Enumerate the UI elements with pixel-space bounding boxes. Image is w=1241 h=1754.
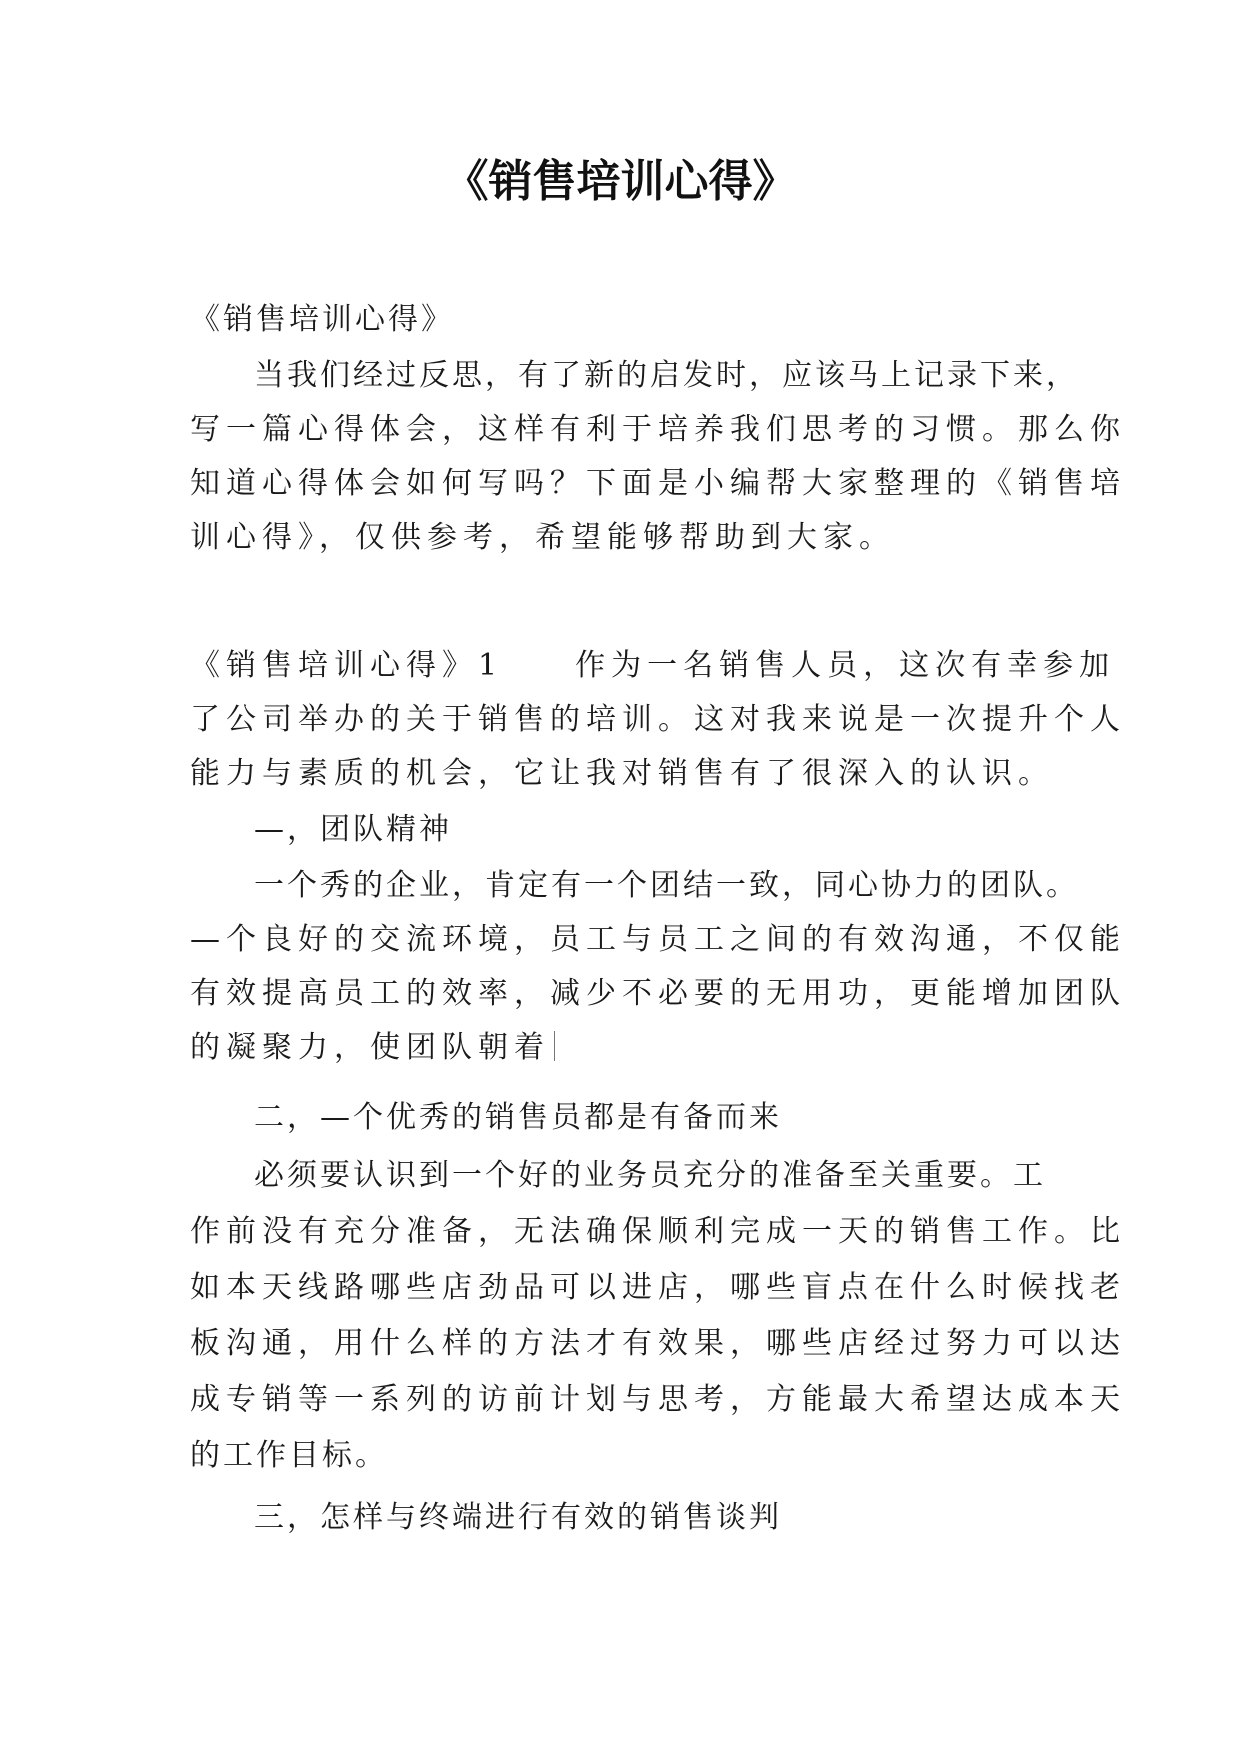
heading-preparation: 二，—个优秀的销售员都是有备而来 [254, 1100, 782, 1135]
subtitle-line: 《销售培训心得》 [190, 302, 454, 337]
prep-line-6: 的工作目标。 [190, 1438, 388, 1473]
text-cursor [554, 1031, 555, 1061]
section1-line-1: 《销售培训心得》1 作为一名销售人员，这次有幸参加 [190, 648, 1116, 683]
prep-line-3: 如本天线路哪些店劲品可以进店，哪些盲点在什么时候找老 [190, 1270, 1126, 1305]
intro-line-1: 当我们经过反思，有了新的启发时，应该马上记录下来， [254, 358, 1079, 393]
intro-line-4: 训心得》，仅供参考，希望能够帮助到大家。 [190, 520, 895, 555]
section1-line-2: 了公司举办的关于销售的培训。这对我来说是一次提升个人 [190, 702, 1126, 737]
prep-line-4: 板沟通，用什么样的方法才有效果，哪些店经过努力可以达 [190, 1326, 1126, 1361]
heading-negotiation: 三，怎样与终端进行有效的销售谈判 [254, 1500, 782, 1535]
team-line-2: —个良好的交流环境，员工与员工之间的有效沟通，不仅能 [190, 922, 1126, 957]
document-title: 《销售培训心得》 [444, 156, 797, 207]
intro-line-3: 知道心得体会如何写吗？下面是小编帮大家整理的《销售培 [190, 466, 1126, 501]
prep-line-5: 成专销等一系列的访前计划与思考，方能最大希望达成本天 [190, 1382, 1126, 1417]
team-line-3: 有效提高员工的效率，减少不必要的无用功，更能增加团队 [190, 976, 1126, 1011]
team-line-4 [190, 1028, 555, 1068]
section1-line-3: 能力与素质的机会，它让我对销售有了很深入的认识。 [190, 756, 1054, 791]
intro-line-2: 写一篇心得体会，这样有利于培养我们思考的习惯。那么你 [190, 412, 1126, 447]
team-line-1: 一个秀的企业，肯定有一个团结一致，同心协力的团队。 [254, 868, 1079, 903]
prep-line-1: 必须要认识到一个好的业务员充分的准备至关重要。工 [254, 1158, 1046, 1193]
team-line-4-text: 的凝聚力，使团队朝着 [190, 1030, 550, 1065]
prep-line-2: 作前没有充分准备，无法确保顺利完成一天的销售工作。比 [190, 1214, 1126, 1249]
heading-team-spirit: —，团队精神 [254, 812, 452, 847]
